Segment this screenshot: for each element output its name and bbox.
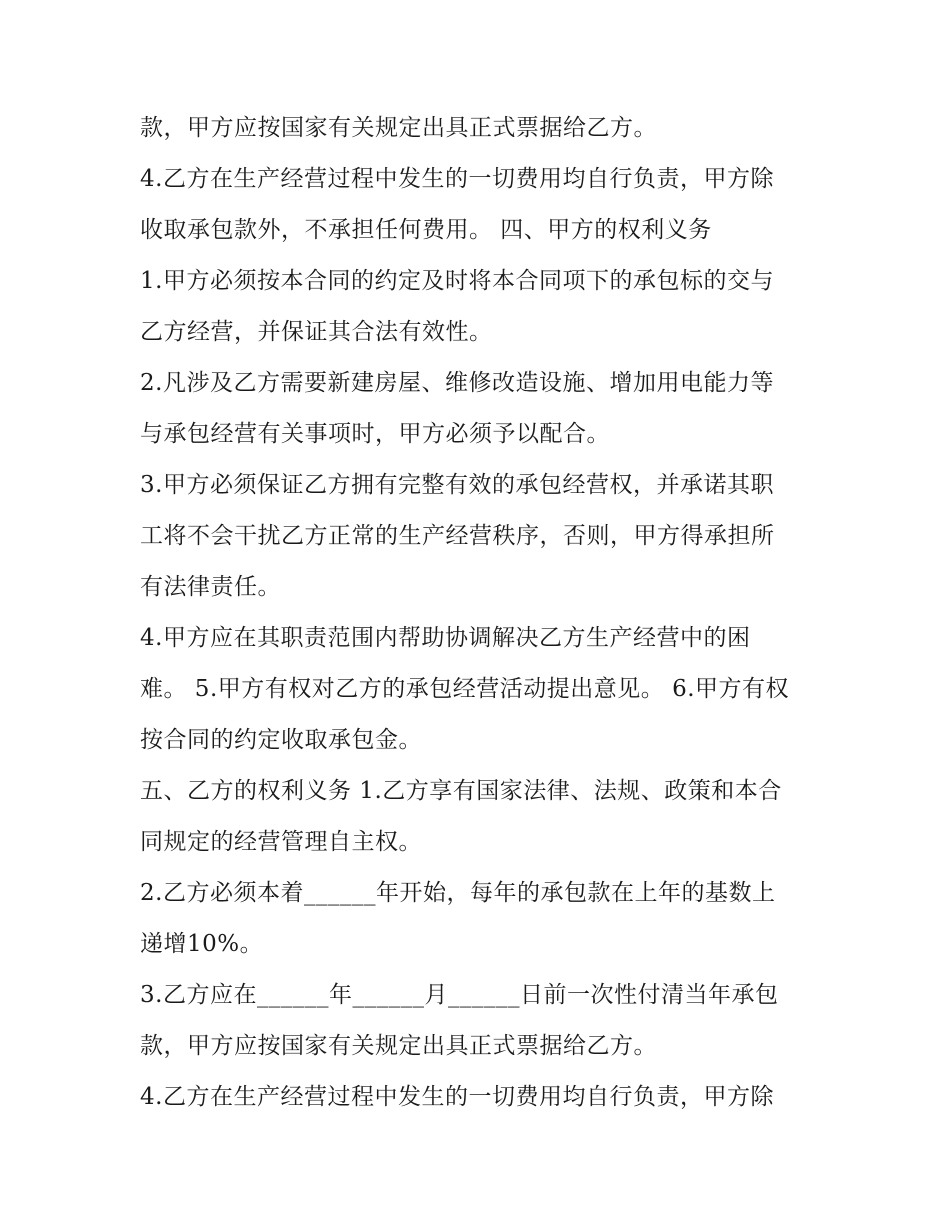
text-line: 2.凡涉及乙方需要新建房屋、维修改造设施、增加用电能力等 <box>140 370 774 396</box>
text-line: 2.乙方必须本着______年开始，每年的承包款在上年的基数上 <box>140 880 776 906</box>
text-line: 五、乙方的权利义务 1.乙方享有国家法律、法规、政策和本合 <box>140 778 782 804</box>
text-line: 难。 5.甲方有权对乙方的承包经营活动提出意见。 6.甲方有权 <box>140 676 790 702</box>
text-line: 4.乙方在生产经营过程中发生的一切费用均自行负责，甲方除 <box>140 166 774 192</box>
text-line: 与承包经营有关事项时，甲方必须予以配合。 <box>140 421 610 447</box>
text-line: 递增10%。 <box>140 931 264 957</box>
text-line: 同规定的经营管理自主权。 <box>140 829 422 855</box>
text-line: 3.乙方应在______年______月______日前一次性付清当年承包 <box>140 982 779 1008</box>
text-line: 收取承包款外，不承担任何费用。 四、甲方的权利义务 <box>140 217 712 243</box>
text-line: 1.甲方必须按本合同的约定及时将本合同项下的承包标的交与 <box>140 268 774 294</box>
text-line: 乙方经营，并保证其合法有效性。 <box>140 319 493 345</box>
text-line: 3.甲方必须保证乙方拥有完整有效的承包经营权，并承诺其职 <box>140 472 774 498</box>
text-line: 有法律责任。 <box>140 574 281 600</box>
text-line: 款，甲方应按国家有关规定出具正式票据给乙方。 <box>140 115 657 141</box>
text-line: 工将不会干扰乙方正常的生产经营秩序，否则，甲方得承担所 <box>140 523 775 549</box>
contract-text <box>140 103 820 1123</box>
text-line: 款，甲方应按国家有关规定出具正式票据给乙方。 <box>140 1033 657 1059</box>
text-line: 4.乙方在生产经营过程中发生的一切费用均自行负责，甲方除 <box>140 1084 774 1110</box>
text-line: 4.甲方应在其职责范围内帮助协调解决乙方生产经营中的困 <box>140 625 751 651</box>
text-line: 按合同的约定收取承包金。 <box>140 727 422 753</box>
